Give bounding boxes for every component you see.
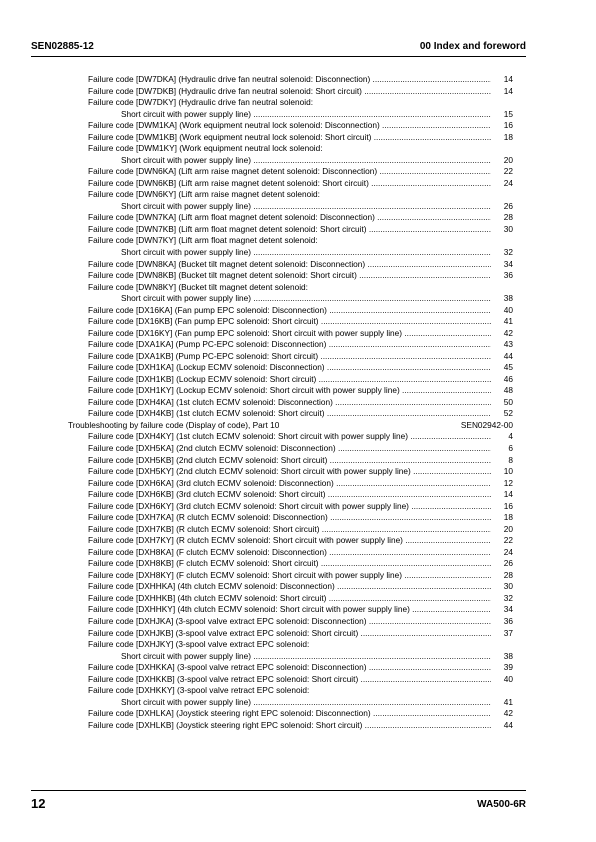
toc-entry: [68, 628, 513, 640]
toc-entry: [68, 74, 513, 86]
toc-entry: [68, 720, 513, 732]
toc-document-ref: SEN02942-00: [460, 419, 513, 430]
toc-entry-title: Failure code [DXH6KY] (3rd clutch ECMV solenoid: Short circuit with power supply line) .....: [88, 501, 491, 513]
toc-entry-title: Short circuit with power supply line) .....: [121, 201, 491, 213]
toc-entry: [68, 109, 513, 121]
toc-entry: [68, 639, 513, 651]
toc-entry-page: 16: [503, 120, 513, 131]
header-rule: [31, 56, 526, 57]
toc-entry-title: Failure code [DWN6KB] (Lift arm raise magnet detent solenoid: Short circuit) .....: [88, 178, 491, 190]
toc-entry-page: 36: [503, 270, 513, 281]
toc-entry: [68, 224, 513, 236]
toc-entry-page: 38: [503, 293, 513, 304]
toc-entry: [68, 455, 513, 467]
toc-entry-page: 41: [503, 316, 513, 327]
toc-entry: [68, 685, 513, 697]
toc-entry-title: Short circuit with power supply line) .....: [121, 155, 491, 167]
toc-entry-page: 46: [503, 373, 513, 384]
toc-entry: [68, 443, 513, 455]
toc-entry-title: Failure code [DXH7KA] (R clutch ECMV solenoid: Disconnection) .....: [88, 512, 491, 524]
toc-entry-page: 34: [503, 258, 513, 269]
toc-entry-title: Short circuit with power supply line) .....: [121, 651, 491, 663]
toc-entry-page: 40: [503, 673, 513, 684]
toc-entry: [68, 708, 513, 720]
toc-entry-page: 30: [503, 223, 513, 234]
toc-entry-page: 38: [503, 650, 513, 661]
toc-entry-title: Failure code [DXHJKY] (3-spool valve extract EPC solenoid:: [88, 639, 310, 650]
toc-entry-title: Failure code [DXH5KY] (2nd clutch ECMV solenoid: Short circuit with power supply line) .....: [88, 466, 491, 478]
toc-entry: [68, 351, 513, 363]
toc-entry: [68, 132, 513, 144]
toc-entry-title: Failure code [DXHKKA] (3-spool valve retract EPC solenoid: Disconnection) .....: [88, 662, 491, 674]
toc-entry: [68, 581, 513, 593]
toc-entry: [68, 120, 513, 132]
toc-entry-page: 52: [503, 408, 513, 419]
toc-entry-title: Failure code [DWN7KA] (Lift arm float magnet detent solenoid: Disconnection) .....: [88, 212, 491, 224]
toc-entry-page: 30: [503, 581, 513, 592]
toc-entry-title: Failure code [DW7DKB] (Hydraulic drive fan neutral solenoid: Short circuit) .....: [88, 86, 491, 98]
toc-entry: [68, 305, 513, 317]
toc-entry: [68, 512, 513, 524]
toc-entry-title: Failure code [DXHJKA] (3-spool valve extract EPC solenoid: Disconnection) .....: [88, 616, 491, 628]
toc-entry-title: Failure code [DXHLKA] (Joystick steering right EPC solenoid: Disconnection) .....: [88, 708, 491, 720]
toc-entry-title: Failure code [DWN7KY] (Lift arm float magnet detent solenoid:: [88, 235, 318, 246]
toc-entry: [68, 651, 513, 663]
toc-entry: [68, 570, 513, 582]
toc-entry-title: Failure code [DXH4KY] (1st clutch ECMV solenoid: Short circuit with power supply line) .....: [88, 431, 491, 443]
toc-entry-page: 26: [503, 558, 513, 569]
toc-entry: [68, 235, 513, 247]
toc-entry-title: Failure code [DXH5KB] (2nd clutch ECMV solenoid: Short circuit) .....: [88, 455, 491, 467]
toc-entry: [68, 697, 513, 709]
toc-entry-page: 20: [503, 154, 513, 165]
toc-entry-title: Failure code [DWN6KY] (Lift arm raise magnet detent solenoid:: [88, 189, 320, 200]
toc-entry-title: Short circuit with power supply line) .....: [121, 697, 491, 709]
toc-entry: [68, 374, 513, 386]
section-title: 00 Index and foreword: [419, 41, 526, 52]
toc-entry-page: 28: [503, 569, 513, 580]
model-name: WA500-6R: [477, 799, 526, 810]
toc-entry: [68, 270, 513, 282]
toc-entry-title: Failure code [DXH8KB] (F clutch ECMV solenoid: Short circuit) .....: [88, 558, 491, 570]
toc-entry-page: 28: [503, 212, 513, 223]
toc-entry-title: Failure code [DW7DKA] (Hydraulic drive fan neutral solenoid: Disconnection) .....: [88, 74, 491, 86]
toc-entry-page: 20: [503, 523, 513, 534]
toc-entry-title: Failure code [DXH8KY] (F clutch ECMV solenoid: Short circuit with power supply line) .....: [88, 570, 491, 582]
toc-entry: [68, 593, 513, 605]
toc-entry: [68, 212, 513, 224]
toc-entry: [68, 478, 513, 490]
toc-entry-page: 50: [503, 396, 513, 407]
toc-entry-page: 8: [508, 454, 513, 465]
toc-entry-title: Short circuit with power supply line) .....: [121, 109, 491, 121]
toc-entry: [68, 616, 513, 628]
toc-entry-page: 24: [503, 177, 513, 188]
toc-entry-page: 18: [503, 131, 513, 142]
toc-entry-title: Failure code [DWN8KY] (Bucket tilt magnet detent solenoid:: [88, 281, 308, 292]
toc-entry-title: Failure code [DXHJKB] (3-spool valve extract EPC solenoid: Short circuit) .....: [88, 628, 491, 640]
toc-entry: [68, 466, 513, 478]
toc-entry-page: 15: [503, 108, 513, 119]
toc-entry-page: 26: [503, 200, 513, 211]
toc-entry-page: 18: [503, 512, 513, 523]
toc-entry: [68, 282, 513, 294]
toc-entry-page: 42: [503, 327, 513, 338]
toc-entry-title: Short circuit with power supply line) .....: [121, 247, 491, 259]
toc-entry-title: Failure code [DXHHKY] (4th clutch ECMV solenoid: Short circuit with power supply line) .....: [88, 604, 491, 616]
toc-entry-page: 36: [503, 615, 513, 626]
toc-section-heading: [68, 420, 513, 432]
toc-entry-title: Failure code [DXHLKB] (Joystick steering right EPC solenoid: Short circuit) .....: [88, 720, 491, 732]
toc-entry-title: Failure code [DXA1KA] (Pump PC-EPC solenoid: Disconnection) .....: [88, 339, 491, 351]
toc-entry: [68, 674, 513, 686]
toc-entry-title: Failure code [DWM1KB] (Work equipment neutral lock solenoid: Short circuit) .....: [88, 132, 491, 144]
toc-entry-page: 34: [503, 604, 513, 615]
toc-entry-title: Failure code [DXA1KB] (Pump PC-EPC solenoid: Short circuit) .....: [88, 351, 491, 363]
toc-entry: [68, 558, 513, 570]
toc-entry-page: 43: [503, 339, 513, 350]
toc-entry: [68, 604, 513, 616]
toc-entry: [68, 97, 513, 109]
toc-entry-page: 16: [503, 500, 513, 511]
toc-entry-title: Failure code [DXHHKB] (4th clutch ECMV solenoid: Short circuit) .....: [88, 593, 491, 605]
toc-entry-page: 44: [503, 719, 513, 730]
toc-entry-title: Failure code [DWN8KB] (Bucket tilt magnet detent solenoid: Short circuit) .....: [88, 270, 491, 282]
toc-entry: [68, 397, 513, 409]
toc-entry-title: Failure code [DXH6KB] (3rd clutch ECMV solenoid: Short circuit) .....: [88, 489, 491, 501]
document-number: SEN02885-12: [31, 41, 94, 52]
toc-entry: [68, 201, 513, 213]
toc-entry-page: 12: [503, 477, 513, 488]
toc-entry: [68, 362, 513, 374]
toc-entry-page: 44: [503, 350, 513, 361]
toc-entry-page: 32: [503, 592, 513, 603]
table-of-contents: [68, 74, 513, 731]
toc-entry-title: Failure code [DXH4KA] (1st clutch ECMV solenoid: Disconnection) .....: [88, 397, 491, 409]
toc-entry-page: 4: [508, 431, 513, 442]
page-number: 12: [31, 796, 46, 811]
toc-entry: [68, 524, 513, 536]
toc-entry: [68, 155, 513, 167]
toc-entry: [68, 293, 513, 305]
toc-entry: [68, 328, 513, 340]
toc-entry: [68, 259, 513, 271]
toc-entry-title: Short circuit with power supply line) .....: [121, 293, 491, 305]
toc-entry-title: Troubleshooting by failure code (Display of code), Part 10: [68, 419, 280, 430]
toc-entry-page: 22: [503, 166, 513, 177]
toc-entry: [68, 547, 513, 559]
toc-entry-title: Failure code [DWM1KY] (Work equipment neutral lock solenoid:: [88, 143, 323, 154]
toc-entry: [68, 86, 513, 98]
toc-entry-title: Failure code [DXH4KB] (1st clutch ECMV solenoid: Short circuit) .....: [88, 408, 491, 420]
toc-entry: [68, 489, 513, 501]
toc-entry: [68, 535, 513, 547]
toc-entry-page: 45: [503, 362, 513, 373]
toc-entry-title: Failure code [DWN6KA] (Lift arm raise magnet detent solenoid: Disconnection) .....: [88, 166, 491, 178]
toc-entry: [68, 189, 513, 201]
toc-entry-title: Failure code [DX16KB] (Fan pump EPC solenoid: Short circuit) .....: [88, 316, 491, 328]
toc-entry-title: Failure code [DXH6KA] (3rd clutch ECMV solenoid: Disconnection) .....: [88, 478, 491, 490]
toc-entry-title: Failure code [DXH7KB] (R clutch ECMV solenoid: Short circuit) .....: [88, 524, 491, 536]
footer-rule: [31, 790, 526, 791]
toc-entry-title: Failure code [DWM1KA] (Work equipment neutral lock solenoid: Disconnection) .....: [88, 120, 491, 132]
toc-entry-page: 37: [503, 627, 513, 638]
toc-entry: [68, 662, 513, 674]
toc-entry-page: 6: [508, 443, 513, 453]
toc-entry-title: Failure code [DX16KA] (Fan pump EPC solenoid: Disconnection) .....: [88, 305, 491, 317]
toc-entry-title: Failure code [DW7DKY] (Hydraulic drive fan neutral solenoid:: [88, 97, 314, 108]
toc-entry-title: Failure code [DXH8KA] (F clutch ECMV solenoid: Disconnection) .....: [88, 547, 491, 559]
toc-entry: [68, 339, 513, 351]
toc-entry-title: Failure code [DWN8KA] (Bucket tilt magnet detent solenoid: Disconnection) .....: [88, 259, 491, 271]
toc-entry: [68, 178, 513, 190]
toc-entry-page: 39: [503, 662, 513, 673]
toc-entry: [68, 316, 513, 328]
toc-entry-page: 48: [503, 385, 513, 396]
toc-entry-title: Failure code [DXHKKY] (3-spool valve retract EPC solenoid:: [88, 685, 310, 696]
toc-entry-title: Failure code [DXH1KA] (Lockup ECMV solenoid: Disconnection) .....: [88, 362, 491, 374]
toc-entry-title: Failure code [DXH1KB] (Lockup ECMV solenoid: Short circuit) .....: [88, 374, 491, 386]
toc-entry-title: Failure code [DXH5KA] (2nd clutch ECMV solenoid: Disconnection) .....: [88, 443, 491, 455]
toc-entry-title: Failure code [DXH7KY] (R clutch ECMV solenoid: Short circuit with power supply line) .....: [88, 535, 491, 547]
toc-entry: [68, 166, 513, 178]
toc-entry-page: 41: [503, 696, 513, 707]
toc-entry: [68, 247, 513, 259]
toc-entry-page: 14: [503, 74, 513, 84]
toc-entry-page: 14: [503, 85, 513, 96]
toc-entry-page: 24: [503, 546, 513, 557]
toc-entry: [68, 408, 513, 420]
toc-entry-title: Failure code [DXHHKA] (4th clutch ECMV solenoid: Disconnection) .....: [88, 581, 491, 593]
toc-entry: [68, 431, 513, 443]
toc-entry-page: 42: [503, 708, 513, 719]
toc-entry-page: 32: [503, 246, 513, 257]
toc-entry-title: Failure code [DXHKKB] (3-spool valve retract EPC solenoid: Short circuit) .....: [88, 674, 491, 686]
toc-entry-title: Failure code [DXH1KY] (Lockup ECMV solenoid: Short circuit with power supply line) .....: [88, 385, 491, 397]
toc-entry-title: Failure code [DX16KY] (Fan pump EPC solenoid: Short circuit with power supply line) .....: [88, 328, 491, 340]
toc-entry-page: 14: [503, 489, 513, 500]
toc-entry-page: 40: [503, 304, 513, 315]
toc-entry: [68, 143, 513, 155]
toc-entry-page: 10: [503, 466, 513, 477]
toc-entry: [68, 501, 513, 513]
toc-entry: [68, 385, 513, 397]
toc-entry-title: Failure code [DWN7KB] (Lift arm float magnet detent solenoid: Short circuit) .....: [88, 224, 491, 236]
toc-entry-page: 22: [503, 535, 513, 546]
